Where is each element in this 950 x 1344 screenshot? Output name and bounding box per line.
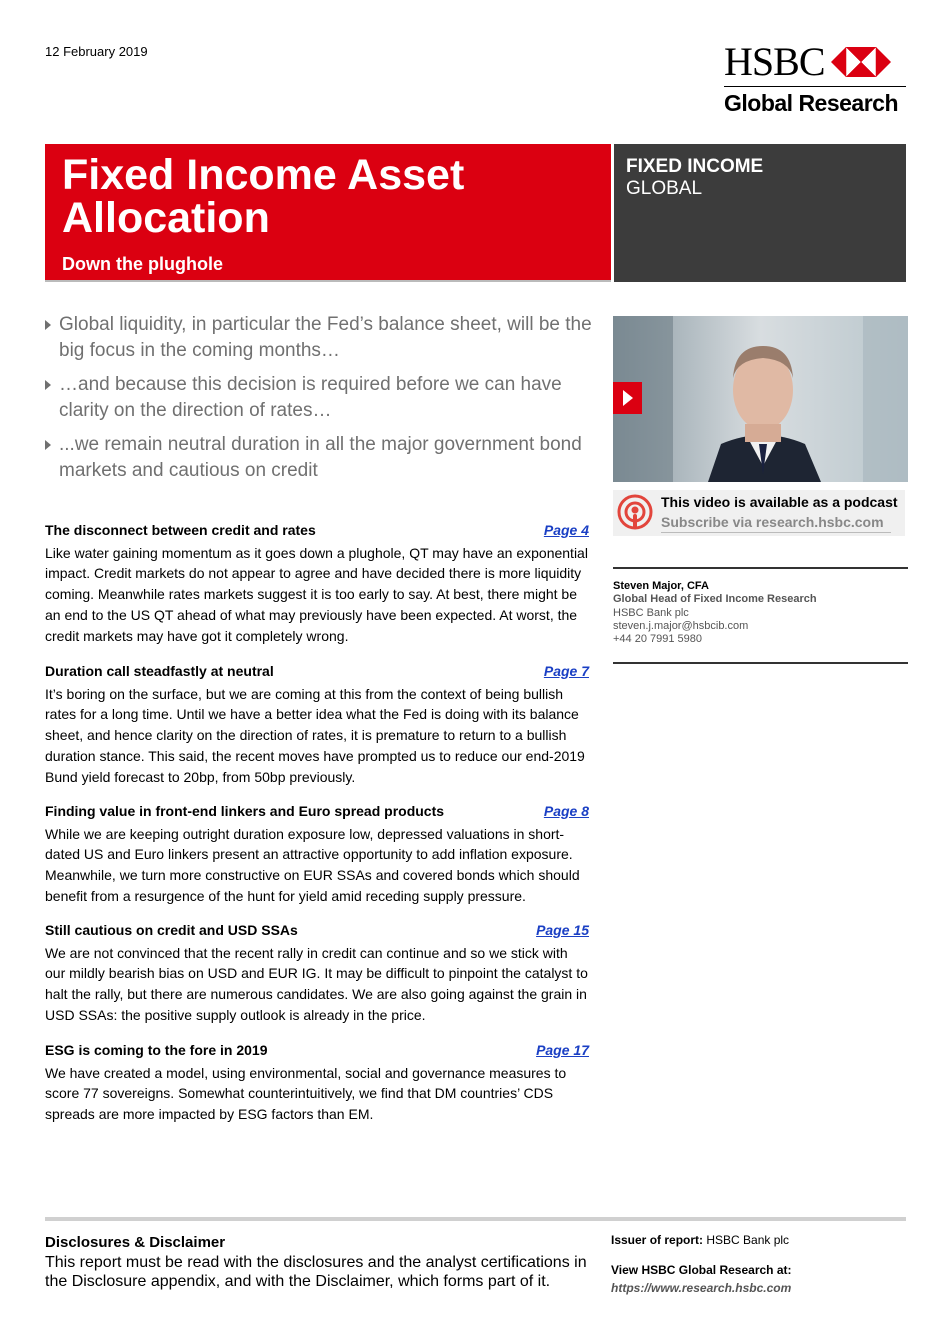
hsbc-hexagon-icon xyxy=(831,47,891,77)
sector-label: FIXED INCOME xyxy=(626,156,764,177)
analyst-role: Global Head of Fixed Income Research xyxy=(613,593,817,606)
summary-section xyxy=(45,920,589,1026)
report-title-line-1: Fixed Income Asset xyxy=(62,151,465,199)
issuer-block xyxy=(611,1233,906,1295)
analyst-name: Steven Major, CFA xyxy=(613,580,709,592)
key-point-text: …and because this decision is required before we can have clarity on the direction of rates… xyxy=(59,374,562,421)
bullet-arrow-icon xyxy=(45,372,59,424)
disclosure-body: This report must be read with the disclosures and the analyst certifications in the Disclosure appendix, and with the Disclaimer, which forms part of it. xyxy=(45,1254,587,1290)
footer-divider xyxy=(45,1217,906,1221)
issuer-label: Issuer of report: xyxy=(611,1233,704,1247)
summary-section xyxy=(45,1040,589,1125)
key-point-text: ...we remain neutral duration in all the major government bond markets and cautious on credit xyxy=(59,434,582,481)
section-body: We are not convinced that the recent rally in credit can continue and so we stick with our mildly bearish bias on USD and EUR IG. It may be difficult to pinpoint the catalyst to halt the rally, but there are numerous candidates. We are also going against the grain in USD SSAs: the positive supply outlook is already in the price. xyxy=(45,944,588,1023)
page-link[interactable]: Page 15 xyxy=(536,922,589,938)
section-heading: Finding value in front-end linkers and Euro spread products xyxy=(45,803,445,819)
disclosure-heading: Disclosures & Disclaimer xyxy=(45,1234,226,1251)
disclosure-block xyxy=(45,1234,600,1291)
page-link[interactable]: Page 4 xyxy=(543,522,589,538)
analyst-email[interactable]: steven.j.major@hsbcib.com xyxy=(613,619,749,632)
research-url-link[interactable]: https://www.research.hsbc.com xyxy=(611,1281,792,1295)
title-underline xyxy=(45,280,611,282)
summary-section xyxy=(45,520,589,646)
report-date: 12 February 2019 xyxy=(45,44,148,59)
podcast-banner[interactable] xyxy=(613,490,905,536)
issuer-value: HSBC Bank plc xyxy=(706,1233,790,1247)
key-point xyxy=(45,432,605,484)
section-body: It’s boring on the surface, but we are coming at this from the context of being bullish rates for a long time. Until we have a better idea what the Fed is doing with its balance sheet, and hence clarity on the direction of rates, it is premature to return to a bullish duration stance. This said, the recent moves have prompted us to reduce our end-2019 Bund yield forecast to 20bp, from 50bp previously. xyxy=(45,685,585,785)
report-title xyxy=(62,151,465,242)
bullet-arrow-icon xyxy=(45,312,59,364)
video-thumbnail[interactable] xyxy=(613,316,908,482)
report-title-line-2: Allocation xyxy=(62,194,270,242)
section-body: Like water gaining momentum as it goes down a plughole, QT may have an exponential impact. Credit markets do not appear to agree and have decided there is more liquidity coming. Meanwhile rates markets suggest it is too early to say. At best, there might be an end to the US QT ahead of what may previously have been expected. At worst, the credit markets may have got it completely wrong. xyxy=(45,544,588,644)
analyst-phone: +44 20 7991 5980 xyxy=(613,633,703,646)
analyst-box xyxy=(613,567,908,664)
section-heading: The disconnect between credit and rates xyxy=(45,522,316,538)
page-link[interactable]: Page 8 xyxy=(543,803,589,819)
logo-divider xyxy=(724,86,906,87)
logo-brand-text: HSBC xyxy=(724,39,825,84)
podcast-underline xyxy=(661,532,891,533)
report-subtitle: Down the plughole xyxy=(62,254,223,274)
view-research-label: View HSBC Global Research at: xyxy=(611,1263,792,1277)
analyst-company: HSBC Bank plc xyxy=(613,606,689,619)
page-link[interactable]: Page 7 xyxy=(543,663,589,679)
hsbc-logo xyxy=(724,39,906,116)
summary-section xyxy=(45,661,589,787)
key-point-text: Global liquidity, in particular the Fed’s balance sheet, will be the big focus in the coming months… xyxy=(59,314,592,361)
title-banner xyxy=(45,144,611,282)
podcast-icon xyxy=(617,494,653,532)
section-heading: Duration call steadfastly at neutral xyxy=(45,663,274,679)
podcast-title: This video is available as a podcast xyxy=(661,494,898,510)
podcast-subscribe-link[interactable]: Subscribe via research.hsbc.com xyxy=(661,514,884,530)
key-point xyxy=(45,312,605,364)
bullet-arrow-icon xyxy=(45,432,59,484)
logo-sub-text: Global Research xyxy=(724,90,899,116)
region-label: GLOBAL xyxy=(626,178,703,199)
section-heading: ESG is coming to the fore in 2019 xyxy=(45,1042,268,1058)
section-heading: Still cautious on credit and USD SSAs xyxy=(45,922,298,938)
sector-panel xyxy=(614,144,906,282)
page-link[interactable]: Page 17 xyxy=(536,1042,589,1058)
section-body: We have created a model, using environmental, social and governance measures to score 77 sovereigns. Somewhat counterintuitively, we find that DM countries’ CDS spreads are more impacted by ESG factors than EM. xyxy=(45,1064,567,1123)
section-body: While we are keeping outright duration exposure low, depressed valuations in short-dated US and Euro linkers present an attractive opportunity to add inflation exposure. Meanwhile, we turn more constructive on EUR SSAs and covered bonds which should benefit from a resurgence of the hunt for yield amid receding supply pressure. xyxy=(45,825,580,904)
summary-section xyxy=(45,801,589,907)
key-point xyxy=(45,372,605,424)
